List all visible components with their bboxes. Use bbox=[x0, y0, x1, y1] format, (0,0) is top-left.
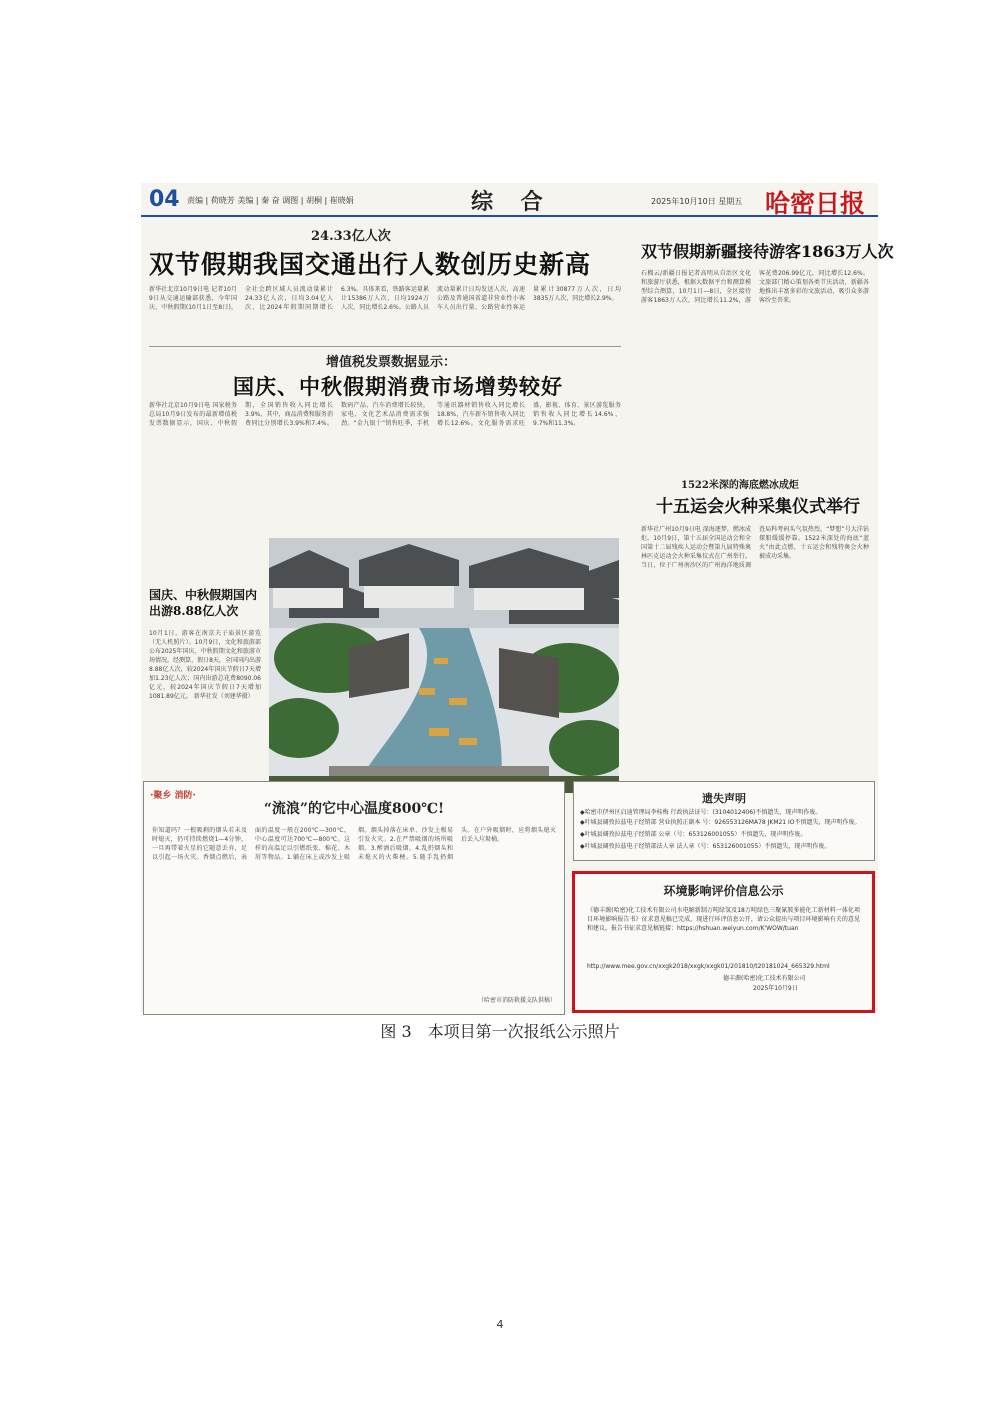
article2-title: 国庆、中秋假期消费市场增势较好 bbox=[233, 374, 563, 399]
eia-link: http://www.mee.gov.cn/xxgk2018/xxgk/xxgk01/201810/t20181024_665329.html bbox=[587, 963, 830, 970]
article4-title: 十五运会火种采集仪式举行 bbox=[656, 497, 860, 517]
lost-notice-box bbox=[573, 781, 875, 861]
paper-name: 哈密日报 bbox=[765, 189, 866, 218]
eia-organization: 德丰源(哈密)化工技术有限公司 bbox=[723, 975, 806, 982]
issue-date: 2025年10月10日 星期五 bbox=[651, 197, 743, 206]
editors-line: 责编 | 荷晓芳 美编 | 秦 奋 调图 | 胡桐 | 崔晓娟 bbox=[187, 196, 354, 205]
fire-title: “流浪”的它中心温度800℃! bbox=[263, 801, 445, 817]
eia-date: 2025年10月9日 bbox=[753, 985, 798, 992]
fire-safety-box bbox=[143, 781, 565, 1015]
article3-title: 双节假期新疆接待游客1863万人次 bbox=[641, 242, 894, 261]
lost-notice-item: ◆叶城县阔孜拉兹电子经销部 营业执照正副本 号：926553126MA78 JKM21 IO不慎遗失，现声明作废。 bbox=[580, 819, 861, 826]
article2-kicker: 增值税发票数据显示： bbox=[326, 355, 457, 370]
article2-body: 新华社北京10月9日电 国家税务总局10月9日发布的最新增值税发票数据显示，国庆、中秋假期，全国销售收入同比增长3.9%，其中，商品消费和服务消费同比分别增长3.9%和7.4%。数码产品、汽车消费增长较快，家电、文化艺术品消费需求强劲。“金九银十”销售旺季，手机等通讯器材销售收入同比增长18.8%，汽车新车销售收入同比增长12.6%。文化服务需求旺盛，影视、体育、景区游览服务销售收入同比增长14.6%、9.7%和11.3%。 bbox=[149, 402, 621, 427]
newspaper-page bbox=[141, 183, 894, 1013]
lost-notice-title: 遗失声明 bbox=[702, 792, 746, 805]
fire-source: （哈密市消防救援支队供稿） bbox=[477, 997, 556, 1004]
article5-title: 国庆、中秋假期国内出游8.88亿人次 bbox=[149, 588, 258, 618]
news-photo bbox=[269, 538, 619, 793]
page-no: 04 bbox=[149, 187, 180, 212]
fire-column-tag: ·聚乡 消防· bbox=[150, 791, 196, 801]
article1-kicker: 24.33亿人次 bbox=[311, 229, 391, 244]
eia-title: 环境影响评价信息公示 bbox=[663, 884, 784, 898]
article4-kicker: 1522米深的海底燃冰成炬 bbox=[681, 480, 799, 491]
article4-body: 新华社广州10月9日电 深海逐梦，燃冰成炬。10月9日，第十五届全国运动会和全国第十二届残疾人运动会暨第九届特殊奥林匹克运动会火种采集仪式在广州举行。当日，位于广州南沙区的广州海洋地质调查局科考码头气氛热烈，“梦想”号大洋钻探船缓缓停靠。1522米深处的海底“蓝火”由此点燃，十五运会和残特奥会火种被成功采集。 bbox=[641, 526, 869, 569]
lost-notice-item: ◆叶城县阔孜拉兹电子经销部法人章 法人章（号：653126001055）不慎遗失，现声明作废。 bbox=[580, 843, 831, 850]
eia-body: 《德丰源(哈密)化工技术有限公司水电解新制万吨绿氢及18万吨绿色三聚氰胺多能化工新材料一体化项目环境影响报告书》征求意见稿已完成，现进行环评信息公开，请公众提出与项目环境影响有关的意见和建议。报告书征求意见稿链接：https://hshuan.weiyun.com/K'WOW/tuan bbox=[587, 907, 860, 932]
divider bbox=[149, 346, 621, 347]
article3-body: 石榴云/新疆日报记者高明从自治区文化和旅游厅获悉，根据大数据平台和测算模型综合测算，10月1日—8日，全区接待游客1863万人次，同比增长11.2%，游客花费206.99亿元，同比增长12.6%。文旅部门精心策划各类节庆活动，新疆各地推出丰富多彩的文旅活动，吸引众多游客纷至沓来。 bbox=[641, 270, 869, 304]
article1-body: 新华社北京10月9日电 记者10月9日从交通运输部获悉，今年国庆、中秋假期(10月1日至8日)，全社会跨区域人员流动量累计24.33亿人次，日均3.04亿人次，比2024年假期同期增长6.3%。具体来看，铁路客运量累计15386万人次，日均1924万人次，同比增长2.6%。公路人员流动量累计日均发送人次、高速公路及普通国省道非营业性小客车人员出行量、公路营业性客运量累计30877万人次，日均3835万人次，同比增长2.9%。 bbox=[149, 286, 621, 311]
fire-body: 你知道吗？一根吸剩的烟头若未及时熄灭，仍可持续燃烧1—4分钟，一旦再带着火星的它随意丢弃，足以引起一场火灾。香烟点燃后，表面的温度一般在200℃—300℃，中心温度可达700℃—800℃。这样的高温足以引燃纸张、棉花、木屑等物品。1.躺在床上或沙发上吸烟。烟头掉落在床单、沙发上极易引发火灾。2.在严禁吸烟的场所吸烟。3.醉酒后吸烟。4.乱扔烟头和未熄灭的火柴梗。5.随手乱扔烟头。在户外吸烟时，应将烟头熄灭后丢入垃圾桶。 bbox=[152, 827, 556, 861]
page-number: 4 bbox=[496, 1318, 504, 1331]
canal-town-photo bbox=[269, 538, 619, 793]
masthead bbox=[141, 183, 878, 217]
eia-notice-box bbox=[572, 871, 875, 1013]
lost-notice-item: ◆叶城县阔孜拉兹电子经销部 公章（号：653126001055）不慎遗失，现声明作废。 bbox=[580, 831, 807, 838]
article5-body: 10月1日，游客在南京夫子庙景区游览（无人机照片）。10月9日，文化和旅游部公布2025年国庆、中秋假期文化和旅游市场情况。经测算，假日8天，全国国内出游8.88亿人次，较2024年国庆节假日7天增加1.23亿人次；国内出游总花费8090.06亿元，较2024年国庆节假日7天增加1081.89亿元。 新华社发（刘建华摄） bbox=[149, 630, 261, 700]
lost-notice-item: ◆哈密市伊州区启迪管理局李桂梅 行政执法证号：(3104012406)不慎遗失，现声明作废。 bbox=[580, 809, 822, 816]
section-title: 综 合 bbox=[471, 189, 553, 215]
article1-title: 双节假期我国交通出行人数创历史新高 bbox=[149, 250, 592, 279]
figure-caption: 图 3 本项目第一次报纸公示照片 bbox=[380, 1022, 620, 1041]
